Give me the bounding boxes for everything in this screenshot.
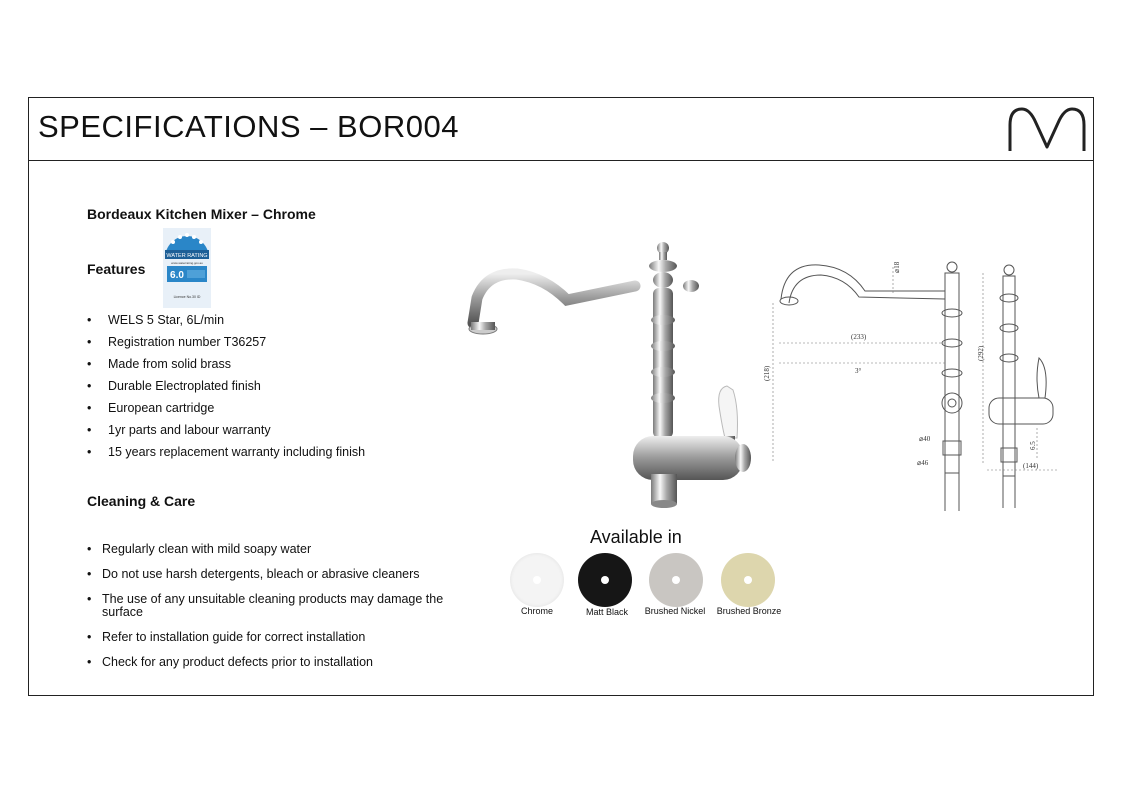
swatch-brushed-nickel: [649, 553, 703, 607]
dim-6-5: 6.5: [1029, 441, 1037, 450]
care-item: • Do not use harsh detergents, bleach or abrasive cleaners: [87, 568, 457, 581]
wels-licence: Licence No.30 ID: [173, 295, 201, 299]
feature-item: • 15 years replacement warranty including finish: [87, 444, 365, 466]
care-item: • Refer to installation guide for correct installation: [87, 631, 457, 644]
header-bar: [29, 98, 1093, 161]
spec-sheet-frame: [28, 97, 1094, 696]
cleaning-care-heading: Cleaning & Care: [87, 493, 196, 509]
feature-item: • WELS 5 Star, 6L/min: [87, 312, 365, 334]
feature-item: • 1yr parts and labour warranty: [87, 422, 365, 444]
dim-144: (144): [1023, 462, 1039, 470]
dim-d46: ⌀46: [917, 459, 929, 467]
feature-item: • Registration number T36257: [87, 334, 365, 356]
swatch-dot: [533, 576, 541, 584]
product-name: Bordeaux Kitchen Mixer – Chrome: [87, 206, 316, 222]
product-photo: [437, 238, 737, 513]
dim-d18: ⌀18: [893, 261, 901, 273]
technical-drawing-front: [759, 253, 985, 513]
dim-218: (218): [763, 365, 771, 381]
care-item: • Check for any product defects prior to installation: [87, 656, 457, 669]
wels-rating-value: 6.0: [170, 270, 184, 281]
feature-item: • Durable Electroplated finish: [87, 378, 365, 400]
feature-item: • Made from solid brass: [87, 356, 365, 378]
available-in-heading: Available in: [590, 527, 682, 547]
page-title: SPECIFICATIONS – BOR004: [38, 109, 459, 144]
dim-d40: ⌀40: [919, 435, 931, 443]
swatch-label: Brushed Bronze: [716, 606, 782, 616]
swatch-label: Brushed Nickel: [644, 606, 706, 616]
brand-logo: [1006, 103, 1088, 155]
swatch-dot: [672, 576, 680, 584]
care-item: • Regularly clean with mild soapy water: [87, 543, 457, 556]
dim-292: (292): [977, 345, 985, 361]
swatch-chrome: [510, 553, 564, 607]
wels-site: www.waterrating.gov.au: [171, 261, 203, 265]
features-list: [87, 312, 365, 466]
care-list: [87, 543, 457, 681]
dim-233: (233): [851, 333, 867, 341]
care-item: • The use of any unsuitable cleaning products may damage the surface: [87, 593, 457, 619]
swatch-label: Matt Black: [585, 607, 628, 617]
feature-item: • European cartridge: [87, 400, 365, 422]
dim-angle: 3°: [855, 367, 862, 375]
swatch-label: Chrome: [520, 606, 553, 616]
wels-heading: WATER RATING: [166, 253, 208, 259]
technical-drawing-side: [979, 258, 1074, 513]
swatch-matt-black: [578, 553, 632, 607]
features-heading: Features: [87, 261, 146, 277]
swatch-brushed-bronze: [721, 553, 775, 607]
wels-rating-label: [163, 228, 211, 308]
swatch-dot: [744, 576, 752, 584]
swatch-dot: [601, 576, 609, 584]
